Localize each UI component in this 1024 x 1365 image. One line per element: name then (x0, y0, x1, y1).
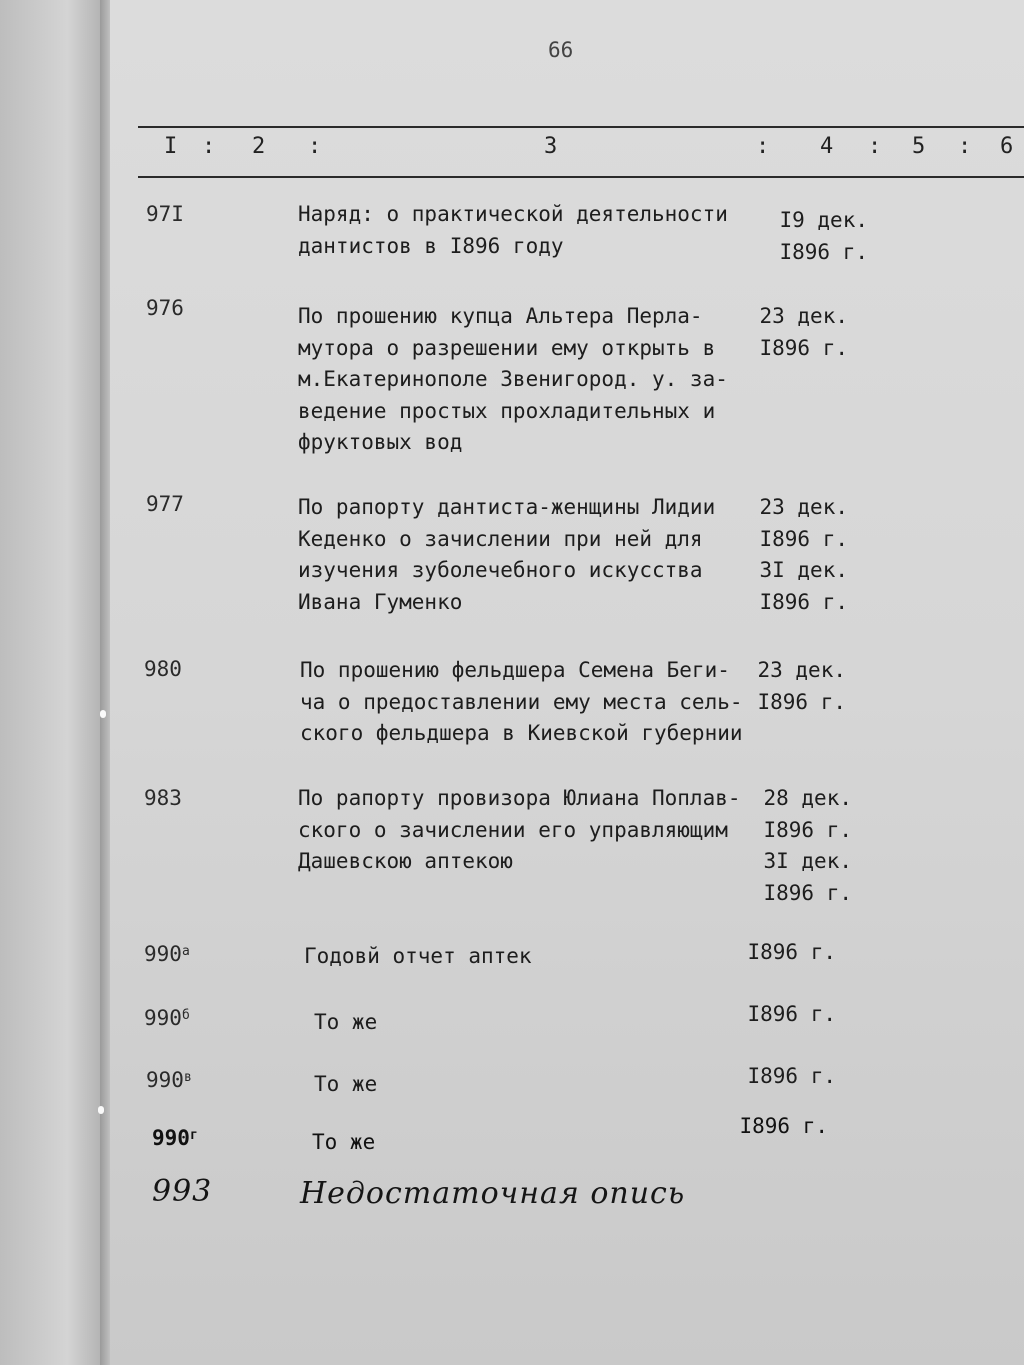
column-4-label: 4 (820, 134, 834, 159)
entry-date: I896 г. (747, 1064, 836, 1088)
header-rule-top (138, 126, 1024, 128)
entry-date: I896 г. (747, 1002, 836, 1026)
entry-number: $990^а$ (144, 942, 190, 966)
column-separator: : (202, 134, 216, 159)
entry-date: I896 г. (747, 940, 836, 964)
entry-date: 23 дек. I896 г. (757, 658, 846, 714)
entry-date: 28 дек. I896 г. 3I дек. I896 г. (763, 786, 852, 905)
entry-number: $990^г$ (152, 1126, 198, 1150)
entry-title: Наряд: о практической деятельности дантистов в I896 году (298, 202, 728, 258)
entry-title: То же (314, 1010, 378, 1034)
entry-number: 983 (144, 786, 182, 810)
document-page (110, 0, 1024, 1365)
column-2-label: 2 (252, 134, 266, 159)
entry-number: 977 (146, 492, 184, 516)
entry-number: $990^б$ (144, 1006, 190, 1030)
entry-title: Годовй отчет аптек (304, 944, 532, 968)
entry-title: По рапорту провизора Юлиана Поплав- ского о зачислении его управляющим Дашевскою аптекою (298, 786, 741, 873)
column-6-label: 6 (1000, 134, 1014, 159)
entry-title: То же (312, 1130, 376, 1154)
column-separator: : (756, 134, 770, 159)
column-separator: : (308, 134, 322, 159)
binding-hole (98, 1106, 104, 1114)
column-5-label: 5 (912, 134, 926, 159)
entry-date: 23 дек. I896 г. (759, 304, 848, 360)
entry-title: По рапорту дантиста-женщины Лидии Кеденко о зачислении при ней для изучения зуболечебного искусства Ивана Гуменко (298, 495, 716, 614)
entry-number: 976 (146, 296, 184, 320)
handwritten-note: Недостаточная опись (300, 1176, 686, 1211)
entry-number: 980 (144, 657, 182, 681)
column-1-label: I (164, 134, 178, 159)
entry-title: По прошению фельдшера Семена Беги- ча о предоставлении ему места сель- ского фельдшера в Киевской губернии (300, 658, 743, 745)
entry-title: По прошению купца Альтера Перла- мутора о разрешении ему открыть в м.Екатеринополе Звенигород. у. за- ведение простых прохладительных и фруктовых вод (298, 304, 728, 454)
header-rule-bottom (138, 176, 1024, 178)
entry-date: I9 дек. I896 г. (779, 208, 868, 264)
column-separator: : (958, 134, 972, 159)
entry-number: $990^в$ (146, 1068, 192, 1092)
handwritten-entry-number: 993 (152, 1174, 213, 1209)
entry-date: I896 г. (739, 1114, 828, 1138)
entry-date: 23 дек. I896 г. 3I дек. I896 г. (759, 495, 848, 614)
entry-number: 97I (146, 202, 184, 226)
column-3-label: 3 (544, 134, 558, 159)
column-separator: : (868, 134, 882, 159)
binding-hole (100, 710, 106, 718)
previous-page-edge (0, 0, 112, 1365)
page-number: 66 (548, 38, 574, 62)
entry-title: То же (314, 1072, 378, 1096)
